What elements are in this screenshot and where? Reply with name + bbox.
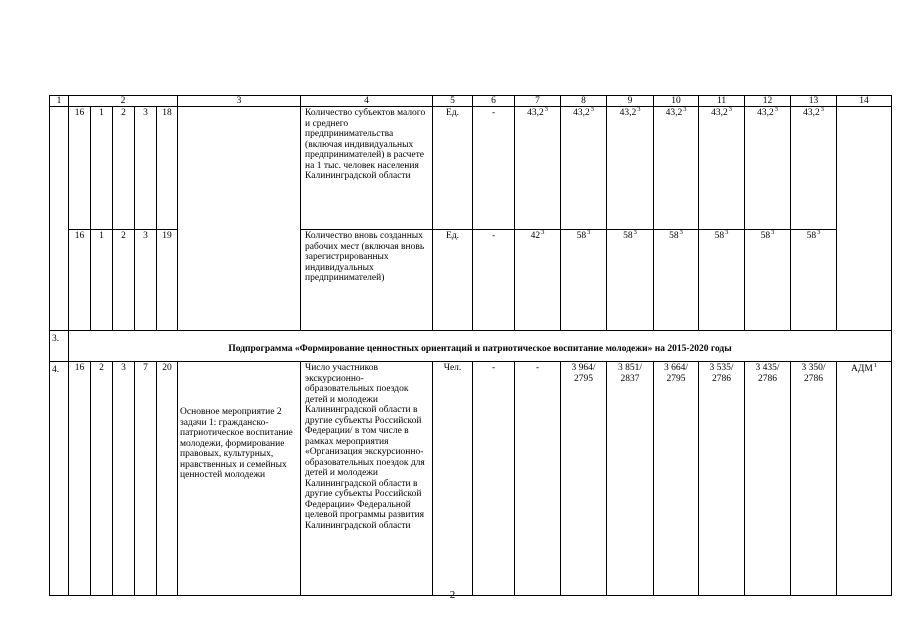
value-cell: 43,2$^3$: [791, 107, 837, 230]
row-label: 4.: [50, 362, 69, 596]
table-row: [50, 230, 892, 331]
code-cell: 7: [135, 362, 157, 596]
page-number: 2: [449, 589, 456, 601]
code-cell: 2: [91, 362, 113, 596]
table-row: [50, 107, 892, 230]
code-cell: 20: [157, 362, 178, 596]
responsible-cell-empty: [837, 107, 892, 331]
code-cell: 16: [69, 107, 91, 230]
value-cell: 3 664/ 2795: [654, 362, 699, 596]
code-cell: 1: [91, 230, 113, 331]
value-cell: $58^3$: [607, 230, 654, 331]
code-cell: 19: [157, 230, 178, 331]
measure-cell: [178, 362, 301, 596]
code-cell: 16: [69, 230, 91, 331]
section-row: [50, 331, 892, 362]
code-cell: 3: [113, 362, 135, 596]
col-header-2: 2: [69, 96, 178, 107]
value-cell: $42^3$: [515, 230, 561, 331]
value-cell: 3 350/ 2786: [791, 362, 837, 596]
value-cell: 3 851/ 2837: [607, 362, 654, 596]
col6-cell: -: [473, 362, 515, 596]
value-cell: 43,2$^3$: [515, 107, 561, 230]
value-cell: 43,2$^3$: [607, 107, 654, 230]
value-cell: $58^3$: [791, 230, 837, 331]
measure-text: Основное мероприятие 2 задачи 1: гражданско-патриотическое воспитание молодежи, формирование правовых, культурных, нравственных и семейных ценностей молодежи: [180, 407, 293, 480]
code-cell: 3: [135, 230, 157, 331]
indicator-name: Число участников экскурсионно-образовательных поездок детей и молодежи Калининградской области в другие субъекты Российской Федерации/ в том числе в рамках мероприятия «Организация экскурсионно-образовательных поездок для детей и молодежи Калининградской области в другие субъекты Российской Федерации» Федеральной целевой программы развития Калининградской области: [301, 362, 433, 596]
unit-cell: Ед.: [433, 230, 473, 331]
col-header-1: 1: [50, 96, 69, 107]
code-cell: 1: [91, 107, 113, 230]
col-header-5: 5: [433, 96, 473, 107]
code-cell: 2: [113, 230, 135, 331]
value-cell: 43,2$^3$: [745, 107, 791, 230]
col-header-8: 8: [561, 96, 607, 107]
unit-cell: Чел.: [433, 362, 473, 596]
col7-cell: -: [515, 362, 561, 596]
indicator-name: Количество вновь созданных рабочих мест (включая вновь зарегистрированных индивидуальных предпринимателей): [301, 230, 433, 331]
value-cell: 43,2$^3$: [654, 107, 699, 230]
col-header-10: 10: [654, 96, 699, 107]
col-header-3: 3: [178, 96, 301, 107]
responsible-cell: АДМ$^1$: [837, 362, 892, 596]
subprogram-title: Подпрограмма «Формирование ценностных ориентаций и патриотическое воспитание молодежи» на 2015-2020 годы: [69, 331, 892, 362]
value-cell: 43,2$^3$: [699, 107, 745, 230]
col-header-6: 6: [473, 96, 515, 107]
col-header-12: 12: [745, 96, 791, 107]
value-cell: 3 435/ 2786: [745, 362, 791, 596]
value-cell: 43,2$^3$: [561, 107, 607, 230]
value-cell: 3 535/ 2786: [699, 362, 745, 596]
indicators-table: [49, 95, 892, 596]
value-cell: $58^3$: [699, 230, 745, 331]
col-header-9: 9: [607, 96, 654, 107]
measure-cell-empty: [178, 107, 301, 331]
value-cell: $58^3$: [561, 230, 607, 331]
code-cell: 2: [113, 107, 135, 230]
value-cell: $58^3$: [654, 230, 699, 331]
code-cell: 18: [157, 107, 178, 230]
column-number-row: [50, 96, 892, 107]
code-cell: 3: [135, 107, 157, 230]
col6-cell: -: [473, 107, 515, 230]
col-header-7: 7: [515, 96, 561, 107]
unit-cell: Ед.: [433, 107, 473, 230]
indicator-name: Количество субъектов малого и среднего предпринимательства (включая индивидуальных предпринимателей) в расчете на 1 тыс. человек населения Калининградской области: [301, 107, 433, 230]
row-label-empty: [50, 107, 69, 331]
value-cell: $58^3$: [745, 230, 791, 331]
col-header-4: 4: [301, 96, 433, 107]
col-header-11: 11: [699, 96, 745, 107]
col6-cell: -: [473, 230, 515, 331]
col-header-14: 14: [837, 96, 892, 107]
value-cell: 3 964/ 2795: [561, 362, 607, 596]
section-label: 3.: [50, 331, 69, 362]
table-row: [50, 362, 892, 596]
code-cell: 16: [69, 362, 91, 596]
col-header-13: 13: [791, 96, 837, 107]
